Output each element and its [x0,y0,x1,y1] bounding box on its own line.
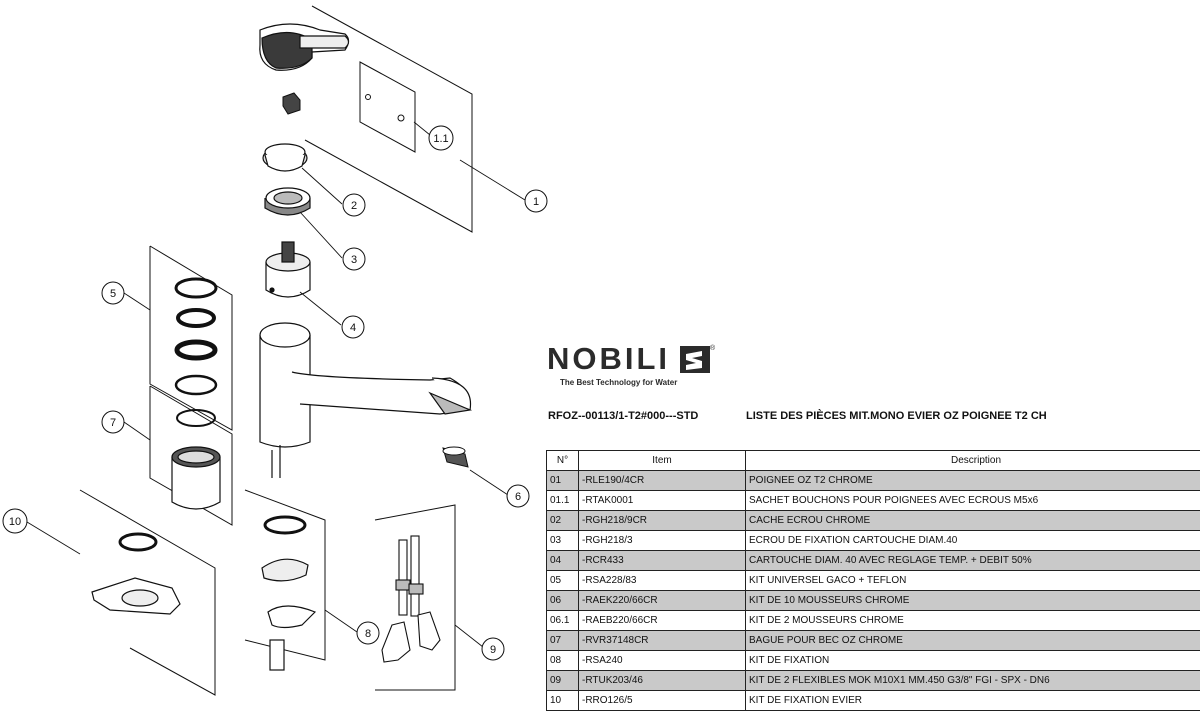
table-row [547,511,1200,531]
table-row [547,531,1200,551]
logo-tagline: The Best Technology for Water [560,378,678,387]
panel-seals-outline [150,246,232,430]
cell-description: KIT DE FIXATION EVIER [746,691,1200,711]
logo-brand: NOBILI [547,341,671,376]
table-row [547,671,1200,691]
cell-description: KIT UNIVERSEL GACO + TEFLON [746,571,1200,591]
cell-item: -RSA240 [579,651,746,671]
callout-3 [343,248,365,270]
callout-4 [342,316,364,338]
callout-7 [102,411,124,433]
seal-kit-part [176,279,216,426]
logo-s-mark-icon [680,346,710,373]
cell-description: BAGUE POUR BEC OZ CHROME [746,631,1200,651]
cell-number: 09 [547,671,579,691]
cartridge-part [266,242,310,297]
parts-list-table [546,450,1200,711]
cell-description: POIGNEE OZ T2 CHROME [746,471,1200,491]
fixing-nut-part [265,188,310,215]
sink-fixing-part [92,534,180,614]
svg-text:9: 9 [489,644,497,656]
cell-description: ECROU DE FIXATION CARTOUCHE DIAM.40 [746,531,1200,551]
svg-text:5: 5 [109,288,117,300]
cell-number: 06.1 [547,611,579,631]
spout-ring-part [172,447,220,509]
cover-nut-part [263,144,307,171]
cell-description: CACHE ECROU CHROME [746,511,1200,531]
table-row [547,591,1200,611]
svg-text:4: 4 [349,322,357,334]
callout-5 [102,282,124,304]
cell-item: -RAEB220/66CR [579,611,746,631]
table-row [547,611,1200,631]
nobili-logo [547,343,717,391]
svg-text:7: 7 [109,417,117,429]
cell-number: 08 [547,651,579,671]
aerator-part [443,447,468,467]
svg-text:1.1: 1.1 [433,133,449,145]
callout-1-1 [429,126,453,150]
cell-number: 06 [547,591,579,611]
header-description: Description [746,451,1200,471]
svg-text:10: 10 [8,516,22,528]
cell-item: -RCR433 [579,551,746,571]
header-number: N° [547,451,579,471]
cell-description: KIT DE FIXATION [746,651,1200,671]
table-row [547,631,1200,651]
cell-number: 07 [547,631,579,651]
svg-text:3: 3 [350,254,358,266]
cell-number: 04 [547,551,579,571]
cell-item: -RAEK220/66CR [579,591,746,611]
header-item: Item [579,451,746,471]
cell-item: -RGH218/9CR [579,511,746,531]
cell-item: -RTAK0001 [579,491,746,511]
callout-2 [343,194,365,216]
cell-item: -RRO126/5 [579,691,746,711]
mixer-body-part [260,323,471,478]
cell-item: -RVR37148CR [579,631,746,651]
table-row [547,691,1200,711]
callout-8 [357,622,379,644]
flexible-hoses-part [382,536,440,662]
cell-number: 01.1 [547,491,579,511]
table-header-row [547,451,1200,471]
table-row [547,571,1200,591]
cell-description: CARTOUCHE DIAM. 40 AVEC REGLAGE TEMP. + DEBIT 50% [746,551,1200,571]
cell-description: KIT DE 2 FLEXIBLES MOK M10X1 MM.450 G3/8" FGI - SPX - DN6 [746,671,1200,691]
cell-number: 02 [547,511,579,531]
cell-description: SACHET BOUCHONS POUR POIGNEES AVEC ECROUS M5x6 [746,491,1200,511]
callout-1 [525,190,547,212]
cell-item: -RLE190/4CR [579,471,746,491]
table-row [547,471,1200,491]
callout-9 [482,638,504,660]
svg-text:2: 2 [350,200,358,212]
callout-6 [507,485,529,507]
callout-10 [3,509,27,533]
cell-description: KIT DE 10 MOUSSEURS CHROME [746,591,1200,611]
document-code: RFOZ--00113/1-T2#000---STD [548,410,699,422]
cell-item: -RTUK203/46 [579,671,746,691]
document-title: LISTE DES PIÈCES MIT.MONO EVIER OZ POIGNEE T2 CH [746,410,1047,422]
svg-text:1: 1 [532,196,540,208]
cell-number: 10 [547,691,579,711]
panel-plugs-outline [360,62,415,152]
table-row [547,491,1200,511]
table-row [547,551,1200,571]
cell-number: 05 [547,571,579,591]
table-row [547,651,1200,671]
handle-part [260,24,349,70]
svg-text:8: 8 [364,628,372,640]
cell-item: -RSA228/83 [579,571,746,591]
cell-number: 03 [547,531,579,551]
fixing-kit-part [262,517,315,670]
cell-description: KIT DE 2 MOUSSEURS CHROME [746,611,1200,631]
logo-registered: ® [710,345,716,352]
cell-item: -RGH218/3 [579,531,746,551]
cell-number: 01 [547,471,579,491]
plug-part [283,93,404,121]
svg-text:6: 6 [514,491,522,503]
